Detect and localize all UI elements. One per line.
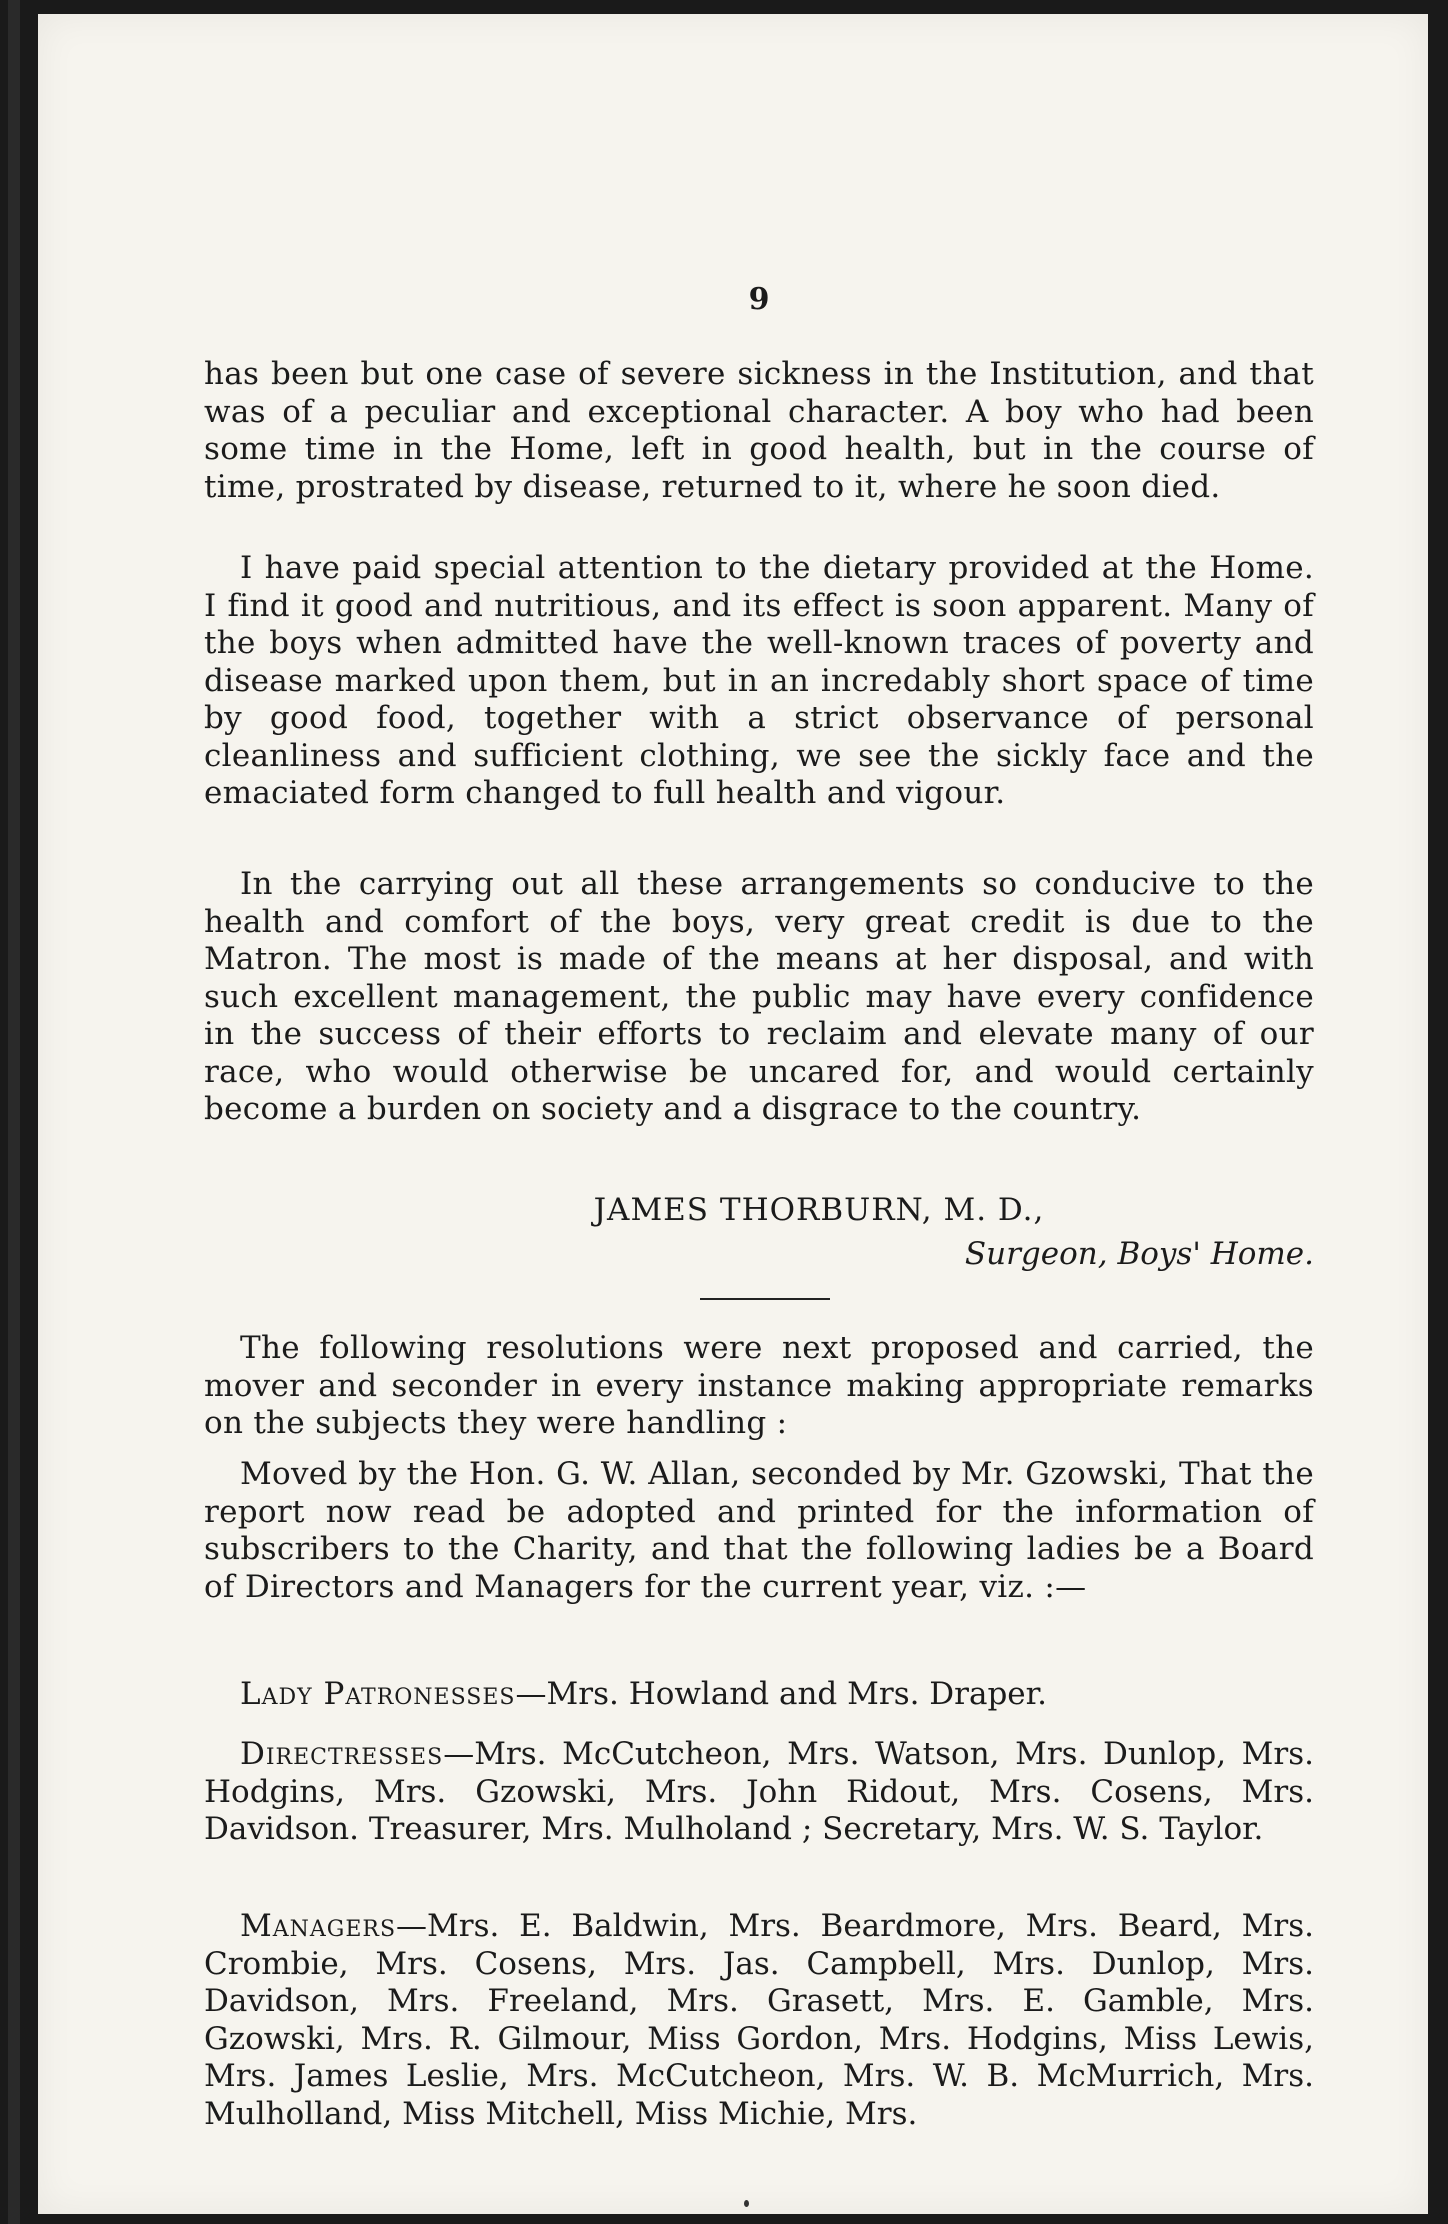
document-page [38,14,1428,2214]
signature-title: Surgeon, Boys' Home. [964,1236,1314,1272]
binding-edge [8,0,20,2224]
directresses [204,1736,1314,1849]
section-divider [700,1298,830,1300]
ink-speck [744,2200,749,2207]
directresses-label: Directresses [240,1736,444,1772]
lady-patronesses-names: —Mrs. Howland and Mrs. Draper. [515,1676,1047,1712]
managers-names: —Mrs. E. Baldwin, Mrs. Beardmore, Mrs. Beard, Mrs. Crombie, Mrs. Cosens, Mrs. Jas. Campbell, Mrs. Dunlop, Mrs. Davidson, Mrs. Freeland, Mrs. Grasett, Mrs. E. Gamble, Mrs. Gzowski, Mrs. R. Gilmour, Miss Gordon, Mrs. Hodgins, Miss Lewis, Mrs. James Leslie, Mrs. McCutcheon, Mrs. W. B. McMurrich, Mrs. Mulholland, Miss Mitchell, Miss Michie, Mrs. [204,1908,1314,2132]
page-number: 9 [748,282,770,317]
paragraph-dietary: I have paid special attention to the dietary provided at the Home. I find it good and nutritious, and its effect is soon apparent. Many of the boys when admitted have the well-known traces of poverty and disease marked upon them, but in an incredably short space of time by good food, together with a strict observance of personal cleanliness and sufficient clothing, we see the sickly face and the emaciated form changed to full health and vigour. [204,550,1314,811]
lady-patronesses [204,1676,1314,1714]
lady-patronesses-label: Lady Patronesses [240,1676,516,1712]
signature-name: JAMES THORBURN, M. D., [593,1192,1045,1228]
paragraph-motion: Moved by the Hon. G. W. Allan, seconded by Mr. Gzowski, That the report now read be adopted and printed for the information of subscribers to the Charity, and that the following ladies be a Board of Directors and Managers for the current year, viz. :— [204,1456,1314,1605]
paragraph-sickness: has been but one case of severe sickness in the Institution, and that was of a peculiar and exceptional character. A boy who had been some time in the Home, left in good health, but in the course of time, prostrated by disease, returned to it, where he soon died. [204,356,1314,505]
directresses-names: —Mrs. McCutcheon, Mrs. Watson, Mrs. Dunlop, Mrs. Hodgins, Mrs. Gzowski, Mrs. John Ridout, Mrs. Cosens, Mrs. Davidson. Treasurer, Mrs. Mulholand ; Secretary, Mrs. W. S. Taylor. [204,1736,1314,1847]
managers-label: Managers [240,1908,397,1944]
managers [204,1908,1314,2133]
paragraph-matron: In the carrying out all these arrangements so conducive to the health and comfort of the boys, very great credit is due to the Matron. The most is made of the means at her disposal, and with such excellent management, the public may have every confidence in the success of their efforts to reclaim and elevate many of our race, who would otherwise be uncared for, and would certainly become a burden on society and a disgrace to the country. [204,866,1314,1127]
paragraph-resolutions-intro: The following resolutions were next proposed and carried, the mover and seconder in every instance making appropriate remarks on the subjects they were handling : [204,1330,1314,1441]
